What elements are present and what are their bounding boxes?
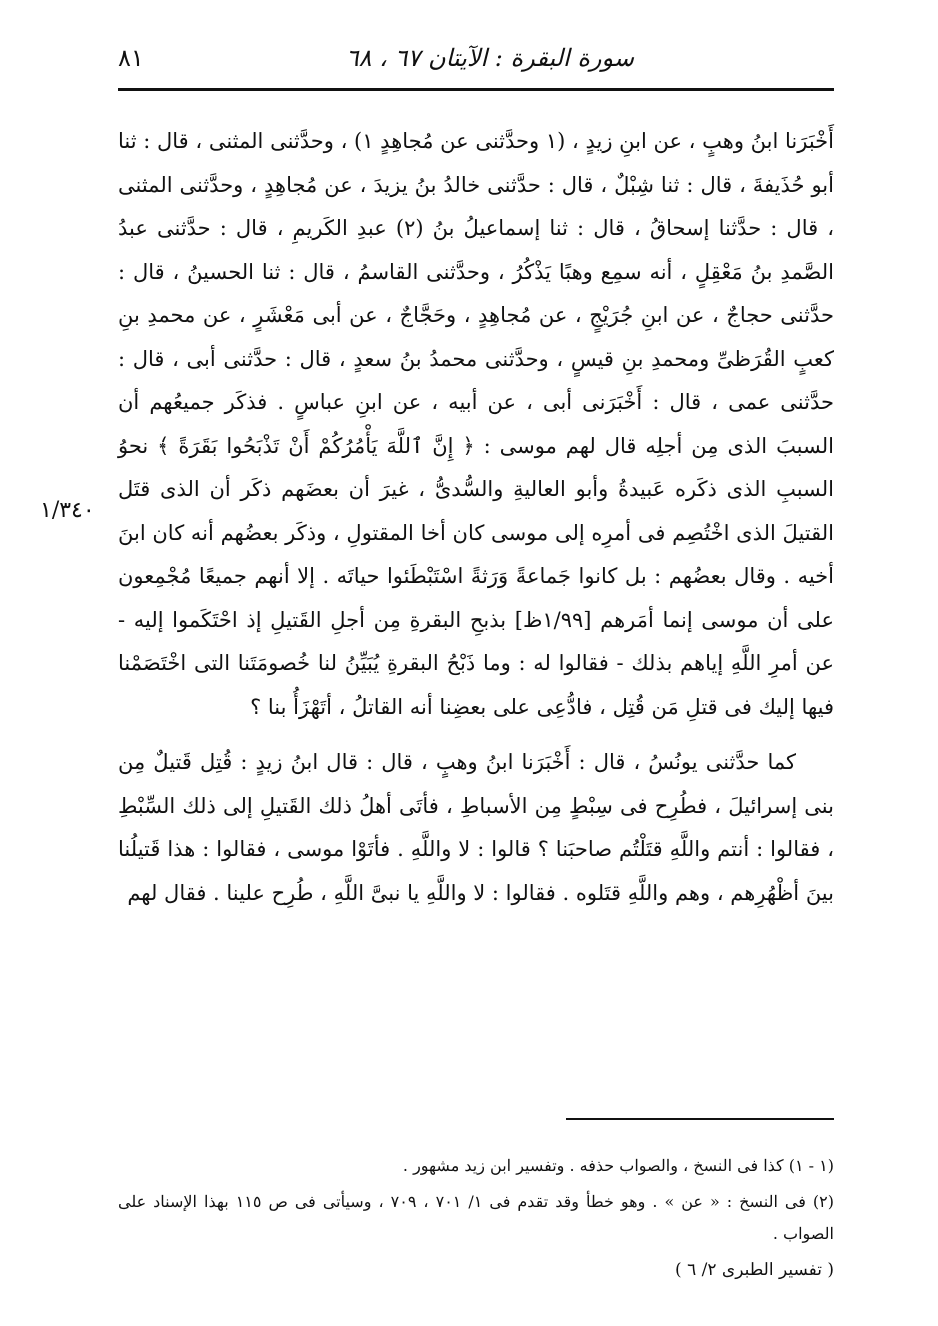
footnote-rule bbox=[566, 1118, 834, 1120]
book-reference: ( تفسير الطبرى ٢/ ٦ ) bbox=[675, 1260, 834, 1280]
page-header bbox=[118, 36, 834, 84]
main-text bbox=[118, 120, 834, 915]
footnote-2: (٢) فى النسخ : « عن » . وهو خطأ وقد تقدم فى ١/ ٧٠١ ، ٧٠٩ ، وسيأتى فى ص ١١٥ بهذا الإسناد على الصواب . bbox=[118, 1192, 834, 1243]
page-number: ٨١ bbox=[118, 44, 144, 72]
running-title: سورة البقرة : الآيتان ٦٧ ، ٦٨ bbox=[345, 44, 634, 72]
header-rule bbox=[118, 88, 834, 91]
footnote-1: (١ - ١) كذا فى النسخ ، والصواب حذفه . وتفسير ابن زيد مشهور . bbox=[402, 1156, 834, 1175]
paragraph-1: أَخْبَرَنا ابنُ وهبٍ ، عن ابنِ زيدٍ ، (١ وحدَّثنى عن مُجاهِدٍ ١) ، وحدَّثنى المثنى ، قال : ثنا أبو حُذَيفةَ ، قال : ثنا شِبْلٌ ، قال : حدَّثنى خالدُ بنُ يزيدَ ، عن مُجاهِدٍ ، وحدَّثنى المثنى ، قال : حدَّثنا إسحاقُ ، قال : ثنا إسماعيلُ بنُ (٢) عبدِ الكَريمِ ، قال : حدَّثنى عبدُ الصَّمدِ بنُ مَعْقِلٍ ، أنه سمِع وهبًا يَذْكُرُ ، وحدَّثنى القاسمُ ، قال : ثنا الحسينُ ، قال : حدَّثنى حجاجٌ ، عن ابنِ جُرَيْجٍ ، عن مُجاهِدٍ ، وحَجَّاجٌ ، عن أبى مَعْشَرٍ ، عن محمدِ بنِ كعبٍ القُرَظىِّ ومحمدِ بنِ قيسٍ ، وحدَّثنى محمدُ بنُ سعدٍ ، قال : حدَّثنى أبى ، قال : حدَّثنى عمى ، قال : أَخْبَرَنى أبى ، عن أبيه ، عن ابنِ عباسٍ . فذكَر جميعُهم أن السببَ الذى مِن أجلِه قال لهم موسى : ﴿ إِنَّ ٱللَّهَ يَأْمُرُكُمْ أَنْ تَذْبَحُوا بَقَرَةً ﴾ نحوُ السببِ الذى ذكَره عَبيدةُ وأبو العاليةِ والسُّدىُّ ، غيرَ أن بعضَهم ذكَر أن الذى قتَل القتيلَ الذى اخْتُصِم فى أمرِه إلى موسى كان أخا المقتولِ ، وذكَر بعضُهم أنه كان ابنَ أخيه . وقال بعضُهم : بل كانوا جَماعةً وَرَثةً اسْتَبْطَئوا حياتَه . إلا أنهم جميعًا مُجْمِعون على أن موسى إنما أمَرهم [١/٩٩ظ] بذبحِ البقرةِ مِن أجلِ القَتيلِ إذ احْتَكَموا إليه - عن أمرِ اللَّهِ إياهم بذلك - فقالوا له : وما ذَبْحُ البقرةِ يُبَيِّنُ لنا خُصومَتَنا التى اخْتَصَمْنا فيها إليك فى قتلِ مَن قُتِل ، فادُّعِى على بعضِنا أنه القاتلُ ، أتَهْزَأُ بنا ؟ bbox=[118, 129, 834, 719]
paragraph-2: كما حدَّثنى يونُسُ ، قال : أَخْبَرَنا ابنُ وهبٍ ، قال : قال ابنُ زيدٍ : قُتِل قَتيلٌ مِن بنى إسرائيلَ ، فطُرِح فى سِبْطٍ مِن الأسباطِ ، فأتَى أهلُ ذلك القَتيلِ إلى ذلك السِّبْطِ ، فقالوا : أنتم واللَّهِ قتَلْتُم صاحبَنا ؟ قالوا : لا واللَّهِ . فأتَوْا موسى ، فقالوا : هذا قَتيلُنا بينَ أظْهُرِهم ، وهم واللَّهِ قتَلوه . فقالوا : لا واللَّهِ يا نبىَّ اللَّهِ ، طُرِح علينا . فقال لهم bbox=[118, 750, 834, 905]
footnotes bbox=[118, 1150, 834, 1254]
margin-reference: ١/٣٤٠ bbox=[40, 498, 95, 523]
